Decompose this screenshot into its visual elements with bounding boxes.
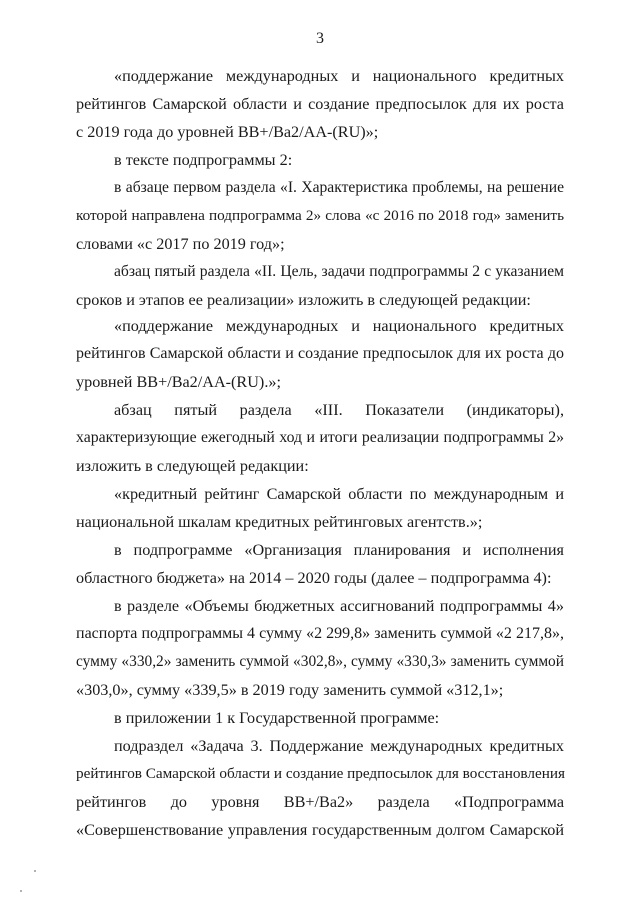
text-line: подраздел «Задача 3. Поддержание международных кредитных: [114, 737, 564, 755]
text-line: в тексте подпрограммы 2:: [114, 151, 293, 169]
text-line: которой направлена подпрограмма 2» слова «с 2016 по 2018 год» заменить: [76, 207, 564, 224]
text-line: в приложении 1 к Государственной программе:: [114, 709, 440, 727]
text-line: сумму «330,2» заменить суммой «302,8», сумму «330,3» заменить суммой: [76, 653, 564, 670]
text-line: национальной шкалам кредитных рейтинговых агентств.»;: [76, 513, 483, 531]
text-line: рейтингов Самарской области и создание предпосылок для их роста до: [76, 345, 564, 362]
text-line: с 2019 года до уровней BB+/Ba2/AA-(RU)»;: [76, 123, 379, 141]
text-line: рейтингов Самарской области и создание предпосылок для восстановления: [76, 765, 565, 782]
text-line: рейтингов Самарской области и создание предпосылок для их роста: [76, 95, 564, 113]
text-line: сроков и этапов ее реализации» изложить в следующей редакции:: [76, 291, 531, 309]
text-line: в разделе «Объемы бюджетных ассигнований подпрограммы 4»: [114, 597, 564, 615]
text-line: областного бюджета» на 2014 – 2020 годы (далее – подпрограмма 4):: [76, 569, 552, 587]
text-line: «кредитный рейтинг Самарской области по международным и: [114, 485, 564, 503]
scan-speck: [34, 870, 36, 872]
page-number: 3: [316, 30, 324, 47]
text-line: характеризующие ежегодный ход и итоги реализации подпрограммы 2»: [76, 429, 564, 446]
text-line: «поддержание международных и национального кредитных: [114, 67, 564, 85]
text-line: абзац пятый раздела «II. Цель, задачи подпрограммы 2 с указанием: [114, 263, 564, 280]
text-line: паспорта подпрограммы 4 сумму «2 299,8» заменить суммой «2 217,8»,: [76, 625, 564, 642]
text-line: рейтингов до уровня BB+/Ba2» раздела «Подпрограмма: [76, 793, 564, 811]
text-line: изложить в следующей редакции:: [76, 457, 309, 475]
text-line: «Совершенствование управления государственным долгом Самарской: [76, 821, 564, 839]
text-line: уровней BB+/Ba2/AA-(RU).»;: [76, 373, 281, 391]
scan-speck: [20, 890, 22, 892]
text-line: словами «с 2017 по 2019 год»;: [76, 235, 285, 253]
text-line: абзац пятый раздела «III. Показатели (индикаторы),: [114, 401, 564, 419]
text-line: «303,0», сумму «339,5» в 2019 году заменить суммой «312,1»;: [76, 681, 504, 699]
text-line: «поддержание международных и национального кредитных: [114, 317, 564, 335]
text-line: в подпрограмме «Организация планирования и исполнения: [114, 541, 564, 559]
text-line: в абзаце первом раздела «I. Характеристика проблемы, на решение: [114, 179, 564, 196]
